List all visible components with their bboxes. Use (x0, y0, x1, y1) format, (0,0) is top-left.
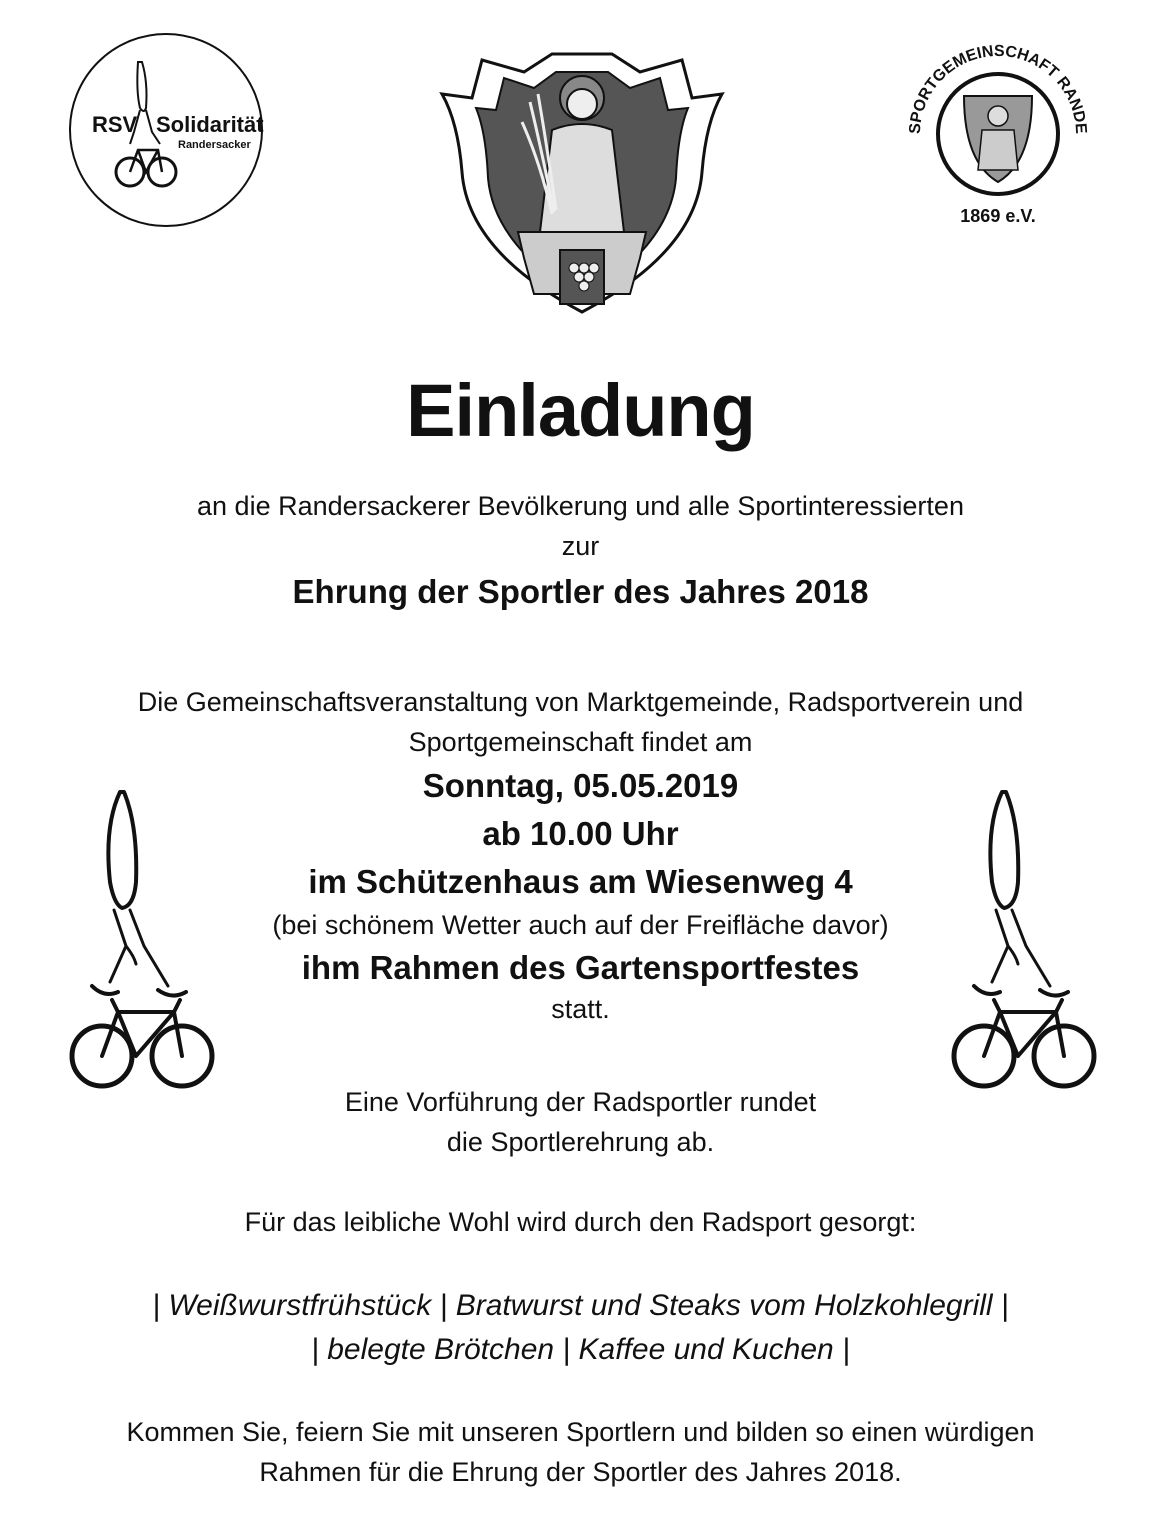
closing-line1: Kommen Sie, feiern Sie mit unseren Sportlern und bilden so einen würdigen (126, 1417, 1035, 1447)
logo-left-line3: Randersacker (178, 139, 251, 151)
logo-left-line2: Solidarität (156, 112, 264, 137)
intro-line1: an die Randersackerer Bevölkerung und alle Sportinteressierten (197, 491, 964, 521)
details-line1: Die Gemeinschaftsveranstaltung von Marktgemeinde, Radsportverein und (137, 687, 1024, 717)
demo-line2: die Sportlerehrung ab. (446, 1127, 715, 1157)
logo-left-line1: RSV (92, 112, 138, 137)
intro-line2: zur (561, 531, 600, 561)
closing-line2: Rahmen für die Ehrung der Sportler des Jahres 2018. (259, 1457, 902, 1487)
event-statt: statt. (551, 994, 610, 1024)
sportgemeinschaft-seal-icon (892, 17, 1098, 230)
handstand-cyclist-icon (946, 786, 1102, 1098)
event-date: Sonntag, 05.05.2019 (422, 767, 739, 804)
food-intro: Für das leibliche Wohl wird durch den Radsport gesorgt: (244, 1207, 917, 1237)
food-line1: | Weißwurstfrühstück | Bratwurst und Steaks vom Holzkohlegrill | (152, 1289, 1009, 1322)
rsv-solidaritaet-logo-icon (68, 32, 264, 228)
seal-bottom-text: 1869 e.V. (960, 206, 1036, 226)
coat-of-arms-icon (434, 32, 730, 318)
demo-line1: Eine Vorführung der Radsportler rundet (344, 1087, 817, 1117)
seal-ring-text: SPORTGEMEINSCHAFT RANDERSACKER (892, 17, 1090, 135)
intro-headline: Ehrung der Sportler des Jahres 2018 (292, 573, 869, 610)
details-line2: Sportgemeinschaft findet am (408, 727, 753, 757)
event-place: im Schützenhaus am Wiesenweg 4 (308, 863, 853, 900)
food-line2: | belegte Brötchen | Kaffee und Kuchen | (311, 1333, 850, 1366)
handstand-cyclist-icon (64, 786, 220, 1098)
page-title: Einladung (406, 369, 755, 452)
event-time: ab 10.00 Uhr (482, 815, 679, 852)
event-weather-note: (bei schönem Wetter auch auf der Freifläche davor) (272, 910, 889, 940)
event-frame: ihm Rahmen des Gartensportfestes (301, 949, 860, 986)
